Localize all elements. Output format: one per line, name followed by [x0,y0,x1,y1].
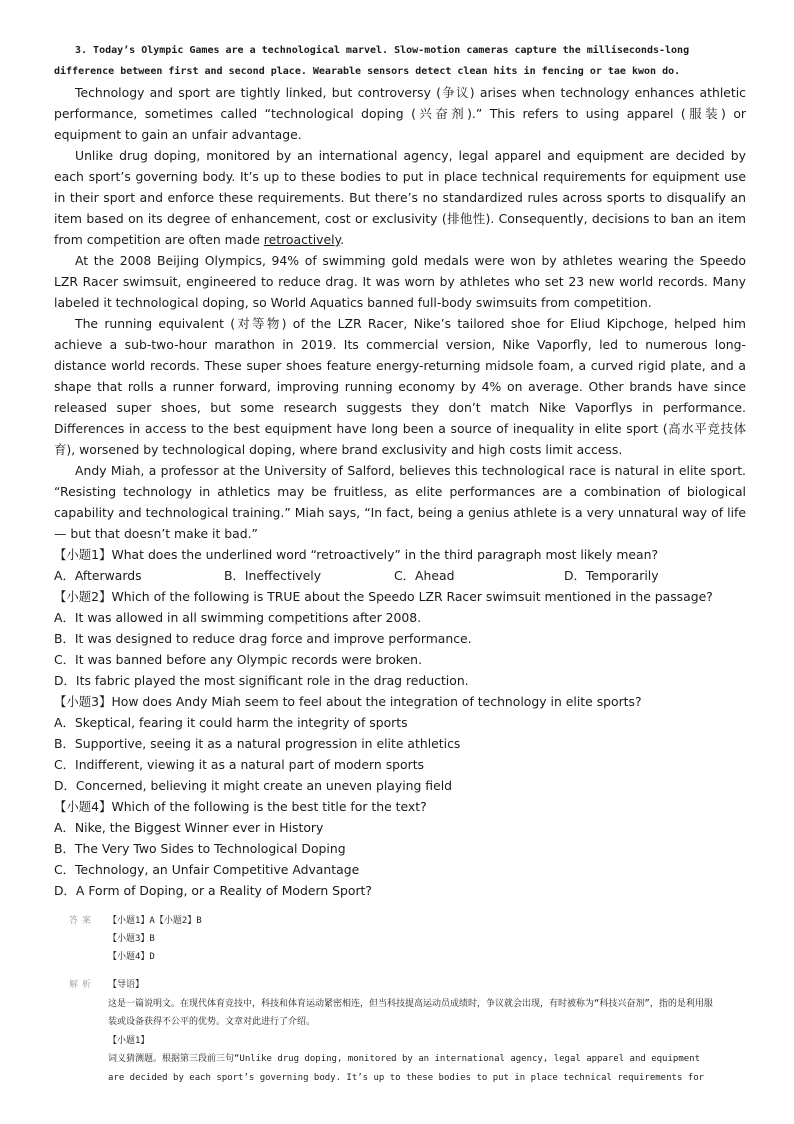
analysis-intro-tag: 【导语】 [108,980,145,990]
paragraph-1: Technology and sport are tightly linked, but controversy (争议) arises when technology enhances athletic performance, sometimes called “technological doping (兴奋剂).” This refers to using apparel (服装) or equipment to gain an unfair advantage. [54,85,746,142]
paragraph-3: At the 2008 Beijing Olympics, 94% of swimming gold medals were won by athletes wearing the Speedo LZR Racer swimsuit, engineered to reduce drag. It was worn by athletes who set 23 new world records. Many labeled it technological doping, so World Aquatics banned full-body swimsuits from competition. [54,253,746,310]
answer-line: 【小题3】B [108,934,155,944]
analysis-q1-tag: 【小题1】 [108,1035,150,1046]
paragraph-5: Andy Miah, a professor at the University of Salford, believes this technological race is natural in elite sport. “Resisting technology in athletics may be fruitless, as elite performances are a combination of biological capability and technological training.” Miah says, “In fact, being a genius athlete is a very unnatural way of life — but that doesn’t make it bad.” [54,463,746,541]
option-c: C．Indifferent, viewing it as a natural part of modern sports [54,757,425,772]
option-b: B．The Very Two Sides to Technological Doping [54,841,346,856]
heading-line-2: difference between first and second place. Wearable sensors detect clean hits in fencing or tae kwon do. [54,66,681,77]
option-c: C．Technology, an Unfair Competitive Advantage [54,862,360,877]
question-1-options [54,565,746,586]
analysis-q1-text: 词义猜测题。根据第三段前三句“Unlike drug doping, monitored by an international agency, legal apparel and equipment are decided by each sport’s governing body. It’s up to these bodies to put in place technical requirements for [108,1054,705,1083]
option-d: D．Its fabric played the most significant role in the drag reduction. [54,673,469,688]
option-b: B．It was designed to reduce drag force and improve performance. [54,631,472,646]
paragraph-2-text: Unlike drug doping, monitored by an international agency, legal apparel and equipment are decided by each sport’s governing body. It’s up to these bodies to put in place technical requirements for equipment use in their sport and enforce these requirements. But there’s no standardized rules across sports to disqualify an item based on its degree of enhancement, cost or exclusivity (排他性). Consequently, decisions to ban an item from competition are often made [54,148,746,247]
answer-block [69,912,729,966]
passage-page [54,40,746,901]
option-a: A．Nike, the Biggest Winner ever in History [54,820,324,835]
passage-heading [54,40,746,82]
option-b: B．Supportive, seeing it as a natural progression in elite athletics [54,736,461,751]
answer-line: 【小题4】D [108,952,155,962]
option-a: A．Afterwards [54,568,142,583]
answer-values [108,912,202,966]
paragraph-2 [54,145,746,250]
option-a: A．Skeptical, fearing it could harm the integrity of sports [54,715,408,730]
option-c: C．It was banned before any Olympic records were broken. [54,652,422,667]
heading-line-1: 3. Today’s Olympic Games are a technological marvel. Slow-motion cameras capture the milliseconds-long [75,45,690,56]
analysis-block [69,976,729,1087]
question-2-stem: 【小题2】Which of the following is TRUE about the Speedo LZR Racer swimsuit mentioned in the passage? [54,589,713,604]
question-4-stem: 【小题4】Which of the following is the best title for the text? [54,799,427,814]
analysis-intro-text: 这是一篇说明文。在现代体育竞技中，科技和体育运动紧密相连，但当科技提高运动员成绩时，争议就会出现，有时被称为“科技兴奋剂”，指的是利用服装或设备获得不公平的优势。文章对此进行了介绍。 [108,998,713,1027]
question-1-stem: 【小题1】What does the underlined word “retroactively” in the third paragraph most likely mean? [54,547,659,562]
underlined-word: retroactively [263,232,341,247]
option-d: D．Concerned, believing it might create an uneven playing field [54,778,453,793]
option-a: A．It was allowed in all swimming competitions after 2008. [54,610,422,625]
option-d: D．A Form of Doping, or a Reality of Modern Sport? [54,883,372,898]
answer-section [69,912,729,1087]
answer-label: 答案 [69,916,96,926]
answer-line: 【小题1】A【小题2】B [108,916,202,926]
option-c: C．Ahead [394,568,455,583]
analysis-label: 解析 [69,980,96,990]
analysis-text [108,976,718,1087]
question-3-stem: 【小题3】How does Andy Miah seem to feel about the integration of technology in elite sports? [54,694,642,709]
option-d: D．Temporarily [564,568,659,583]
option-b: B．Ineffectively [224,568,322,583]
paragraph-4: The running equivalent (对等物) of the LZR Racer, Nike’s tailored shoe for Eliud Kipchoge, helped him achieve a sub-two-hour marathon in 2019. Its commercial version, Nike Vaporfly, led to numerous long-distance world records. These super shoes feature energy-returning midsole foam, a curved rigid plate, and a shape that rolls a runner forward, improving running economy by 4% on average. Other brands have since released super shoes, but some research suggests they don’t match Nike Vaporflys in performance. Differences in access to the best equipment have long been a source of inequality in elite sport (高水平竞技体育), worsened by technological doping, where brand exclusivity and high costs limit access. [54,316,746,457]
paragraph-2-end: . [340,232,345,247]
